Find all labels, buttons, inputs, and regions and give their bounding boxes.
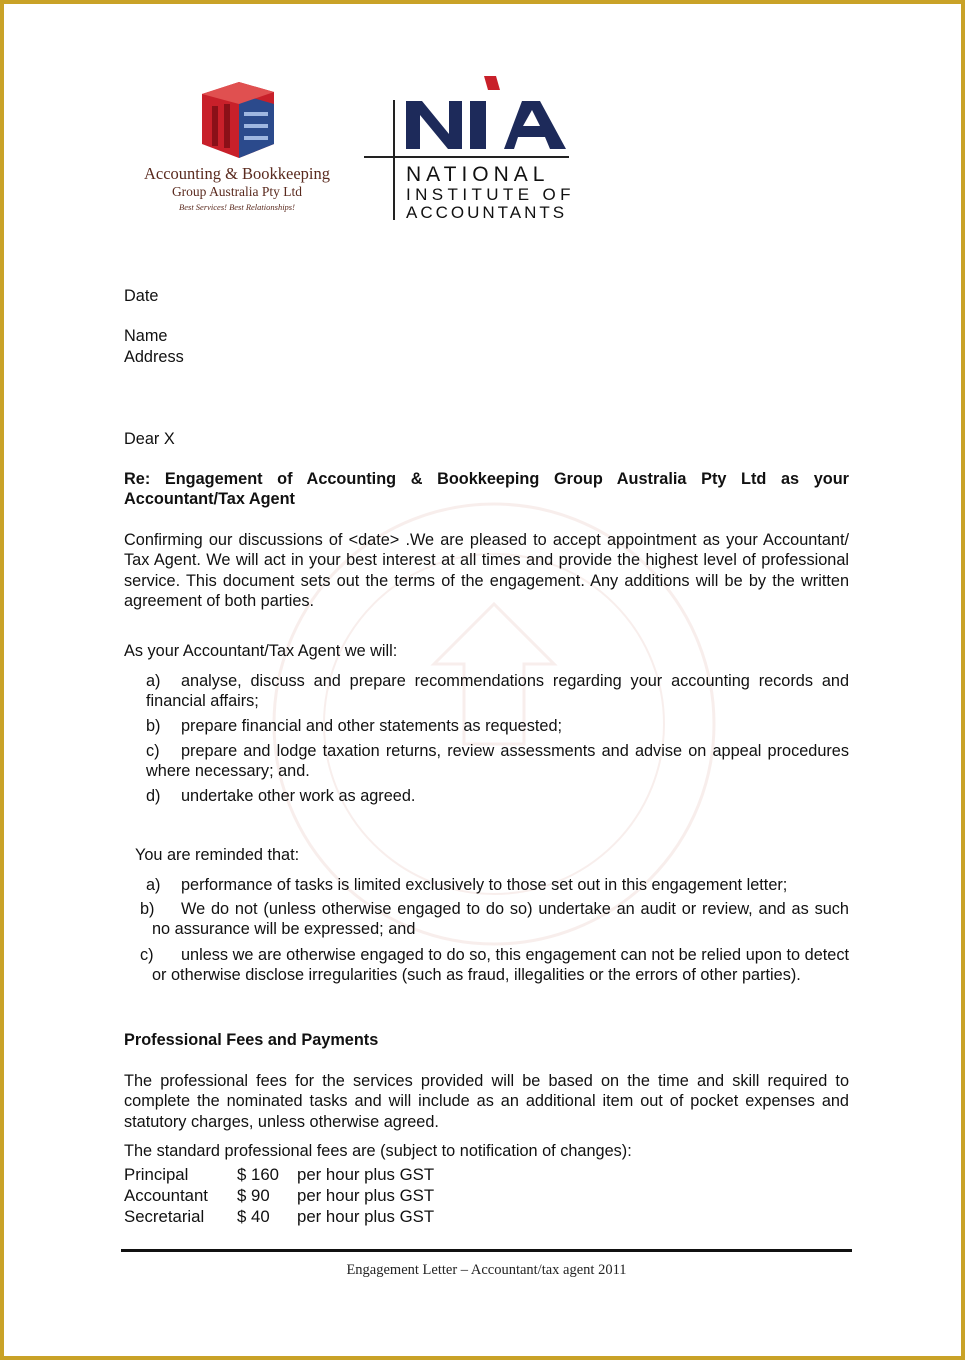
- fee-role: Accountant: [124, 1186, 208, 1205]
- fee-unit: per hour plus GST: [297, 1186, 435, 1205]
- fee-amount: $ 40: [237, 1207, 270, 1226]
- date-line: Date: [124, 287, 159, 305]
- list-item-label: b): [140, 900, 155, 918]
- subject-line-1: Re: Engagement of Accounting & Bookkeeping Group Australia Pty Ltd as your: [124, 470, 849, 488]
- list-item: [146, 716, 849, 736]
- list-item-text: performance of tasks is limited exclusively to those set out in this engagement letter;: [181, 876, 788, 894]
- list-item-label: c): [146, 742, 160, 760]
- list-item: [140, 899, 849, 940]
- list-item: [140, 945, 849, 986]
- list-item-text: prepare financial and other statements as requested;: [181, 717, 563, 735]
- ab-group-logo-icon: [194, 74, 284, 162]
- nia-logo-horizontal-rule: [364, 156, 569, 158]
- nia-logo-vertical-rule: [393, 100, 395, 220]
- list-item-label: d): [146, 787, 161, 805]
- fee-unit: per hour plus GST: [297, 1165, 435, 1184]
- fee-unit: per hour plus GST: [297, 1207, 435, 1226]
- list-item-text: We do not (unless otherwise engaged to do so) undertake an audit or review, and as such no assurance will be expressed; and: [152, 900, 849, 939]
- fee-amount: $ 160: [237, 1165, 279, 1184]
- nia-logo-mark-icon: [404, 74, 569, 154]
- footer-rule: [121, 1249, 852, 1252]
- list-item: [146, 671, 849, 712]
- ab-logo-line1: Accounting & Bookkeeping: [143, 164, 331, 183]
- salutation: Dear X: [124, 430, 175, 448]
- fees-standard-intro: The standard professional fees are (subject to notification of changes):: [124, 1142, 632, 1160]
- reminded-heading: You are reminded that:: [135, 846, 300, 864]
- list-item: [146, 875, 849, 895]
- list-item: [146, 741, 849, 782]
- nia-logo-line1: NATIONAL: [406, 163, 550, 186]
- recipient-address: Address: [124, 348, 184, 366]
- will-heading: As your Accountant/Tax Agent we will:: [124, 642, 398, 660]
- nia-logo-line2: INSTITUTE OF: [406, 185, 575, 204]
- ab-logo-line2: Group Australia Pty Ltd: [171, 184, 303, 199]
- recipient-name: Name: [124, 327, 168, 345]
- fee-role: Principal: [124, 1165, 189, 1184]
- nia-logo-line3: ACCOUNTANTS: [406, 203, 568, 222]
- ab-logo-tagline: Best Services! Best Relationships!: [179, 202, 295, 212]
- list-item-text: prepare and lodge taxation returns, review assessments and advise on appeal procedures where necessary; and.: [146, 742, 849, 781]
- list-item-text: undertake other work as agreed.: [181, 787, 416, 805]
- footer-caption: Engagement Letter – Accountant/tax agent 2011: [346, 1262, 627, 1278]
- fee-amount: $ 90: [237, 1186, 270, 1205]
- list-item-label: a): [146, 672, 161, 690]
- intro-paragraph: Confirming our discussions of <date> .We are pleased to accept appointment as your Accountant/ Tax Agent. We will act in your best interest at all times and provide the highest level of professional service. This document sets out the terms of the engagement. Any additions will be by the written agreement of both parties.: [124, 531, 849, 611]
- list-item-label: c): [140, 946, 154, 964]
- list-item-text: analyse, discuss and prepare recommendations regarding your accounting records and financial affairs;: [146, 672, 849, 711]
- list-item-label: b): [146, 717, 161, 735]
- list-item-label: a): [146, 876, 161, 894]
- fee-role: Secretarial: [124, 1207, 205, 1226]
- list-item-text: unless we are otherwise engaged to do so, this engagement can not be relied upon to detect or otherwise disclose irregularities (such as fraud, illegalities or the errors of other parties).: [152, 946, 849, 985]
- fees-paragraph: The professional fees for the services provided will be based on the time and skill required to complete the nominated tasks and will include as an additional item out of pocket expenses and statutory charges, unless otherwise agreed.: [124, 1072, 849, 1131]
- subject-line-2: Accountant/Tax Agent: [124, 490, 295, 508]
- list-item: [146, 786, 849, 806]
- fees-heading: Professional Fees and Payments: [124, 1031, 379, 1049]
